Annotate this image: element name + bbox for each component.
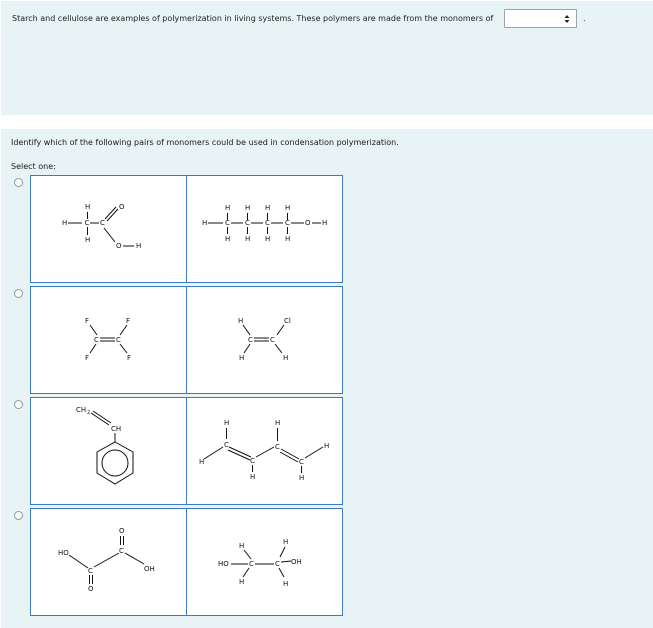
option-3-right-structure[interactable] — [186, 397, 343, 505]
atom-label: F — [85, 317, 90, 325]
atom-label: C — [119, 547, 124, 555]
butanol-structure — [187, 176, 342, 282]
styrene-structure — [31, 398, 186, 504]
atom-label: C — [225, 219, 230, 227]
atom-label: H — [285, 204, 291, 212]
select-one-label: Select one: — [11, 162, 56, 171]
atom-label: C — [116, 336, 121, 344]
option-1-right-structure[interactable] — [186, 175, 343, 283]
atom-label: H — [225, 204, 231, 212]
atom-label: H — [283, 538, 289, 546]
atom-label: HO — [58, 549, 69, 557]
atom-label: H — [225, 235, 231, 243]
atom-label: H — [250, 473, 256, 481]
atom-label: H — [245, 235, 251, 243]
option-3-radio[interactable] — [14, 400, 23, 409]
atom-label: H — [62, 219, 68, 227]
atom-label: C — [248, 336, 253, 344]
atom-label: F — [126, 317, 131, 325]
atom-label: C — [249, 560, 254, 568]
question-2-text: Identify which of the following pairs of monomers could be used in condensation polymerization. — [11, 138, 399, 147]
chloroethene-structure — [187, 287, 342, 393]
option-2-right-structure[interactable] — [186, 286, 343, 394]
atom-label: CH — [76, 406, 87, 414]
atom-label: OH — [291, 558, 302, 566]
atom-label: H — [275, 419, 281, 427]
atom-label: Cl — [284, 317, 291, 325]
option-4-left-structure[interactable] — [30, 508, 187, 616]
option-1-radio[interactable] — [14, 178, 23, 187]
option-3-left-structure[interactable] — [30, 397, 187, 505]
atom-label: H — [283, 354, 289, 362]
atom-label: H — [285, 235, 291, 243]
atom-label: C — [100, 219, 105, 227]
atom-label: C — [275, 443, 280, 451]
atom-label: H — [299, 474, 305, 482]
atom-label: H — [85, 236, 91, 244]
atom-label: H — [224, 419, 230, 427]
butadiene-structure — [187, 398, 342, 504]
atom-label: C — [275, 560, 280, 568]
atom-label: C — [285, 219, 290, 227]
atom-label: O — [305, 219, 311, 227]
atom-label: H — [238, 317, 244, 325]
option-2-left-structure[interactable] — [30, 286, 187, 394]
question-2-panel — [1, 129, 653, 628]
atom-label: C — [88, 567, 93, 575]
atom-label: H — [239, 578, 245, 586]
option-1-left-structure[interactable] — [30, 175, 187, 283]
atom-label: HO — [218, 560, 229, 568]
atom-label: O — [116, 242, 122, 250]
atom-label: H — [85, 203, 91, 211]
atom-label: O — [119, 203, 125, 211]
atom-label: C — [250, 457, 255, 465]
question-1-text: Starch and cellulose are examples of polymerization in living systems. These polymers are made from the monomers of — [12, 14, 494, 23]
tetrafluoroethene-structure — [31, 287, 186, 393]
atom-label: C — [84, 219, 90, 227]
option-4-right-structure[interactable] — [186, 508, 343, 616]
option-4-radio[interactable] — [14, 511, 23, 520]
atom-label: H — [265, 235, 271, 243]
atom-label: H — [239, 354, 245, 362]
up-down-caret-icon — [564, 13, 570, 25]
atom-label: H — [239, 542, 245, 550]
atom-label: 2 — [87, 410, 91, 416]
monomer-select[interactable] — [504, 9, 577, 28]
atom-label: O — [88, 585, 94, 593]
atom-label: C — [245, 219, 250, 227]
atom-label: H — [245, 204, 251, 212]
atom-label: F — [85, 354, 90, 362]
atom-label: H — [199, 458, 205, 466]
option-2-radio[interactable] — [14, 289, 23, 298]
atom-label: H — [324, 442, 330, 450]
question-1-panel — [1, 1, 653, 115]
ethanediol-structure — [187, 509, 342, 615]
atom-label: H — [202, 219, 208, 227]
atom-label: C — [299, 458, 304, 466]
glycolic-acid-structure — [31, 176, 186, 282]
atom-label: H — [322, 219, 328, 227]
atom-label: H — [283, 580, 289, 588]
atom-label: CH — [111, 425, 122, 433]
atom-label: F — [127, 354, 132, 362]
question-1-period: . — [583, 14, 586, 23]
atom-label: H — [136, 242, 142, 250]
dicarboxylic-acid-structure — [31, 509, 186, 615]
atom-label: OH — [144, 565, 155, 573]
atom-label: H — [265, 204, 271, 212]
atom-label: C — [265, 219, 270, 227]
atom-label: C — [94, 336, 99, 344]
atom-label: C — [270, 336, 275, 344]
atom-label: C — [224, 441, 229, 449]
atom-label: O — [119, 527, 125, 535]
